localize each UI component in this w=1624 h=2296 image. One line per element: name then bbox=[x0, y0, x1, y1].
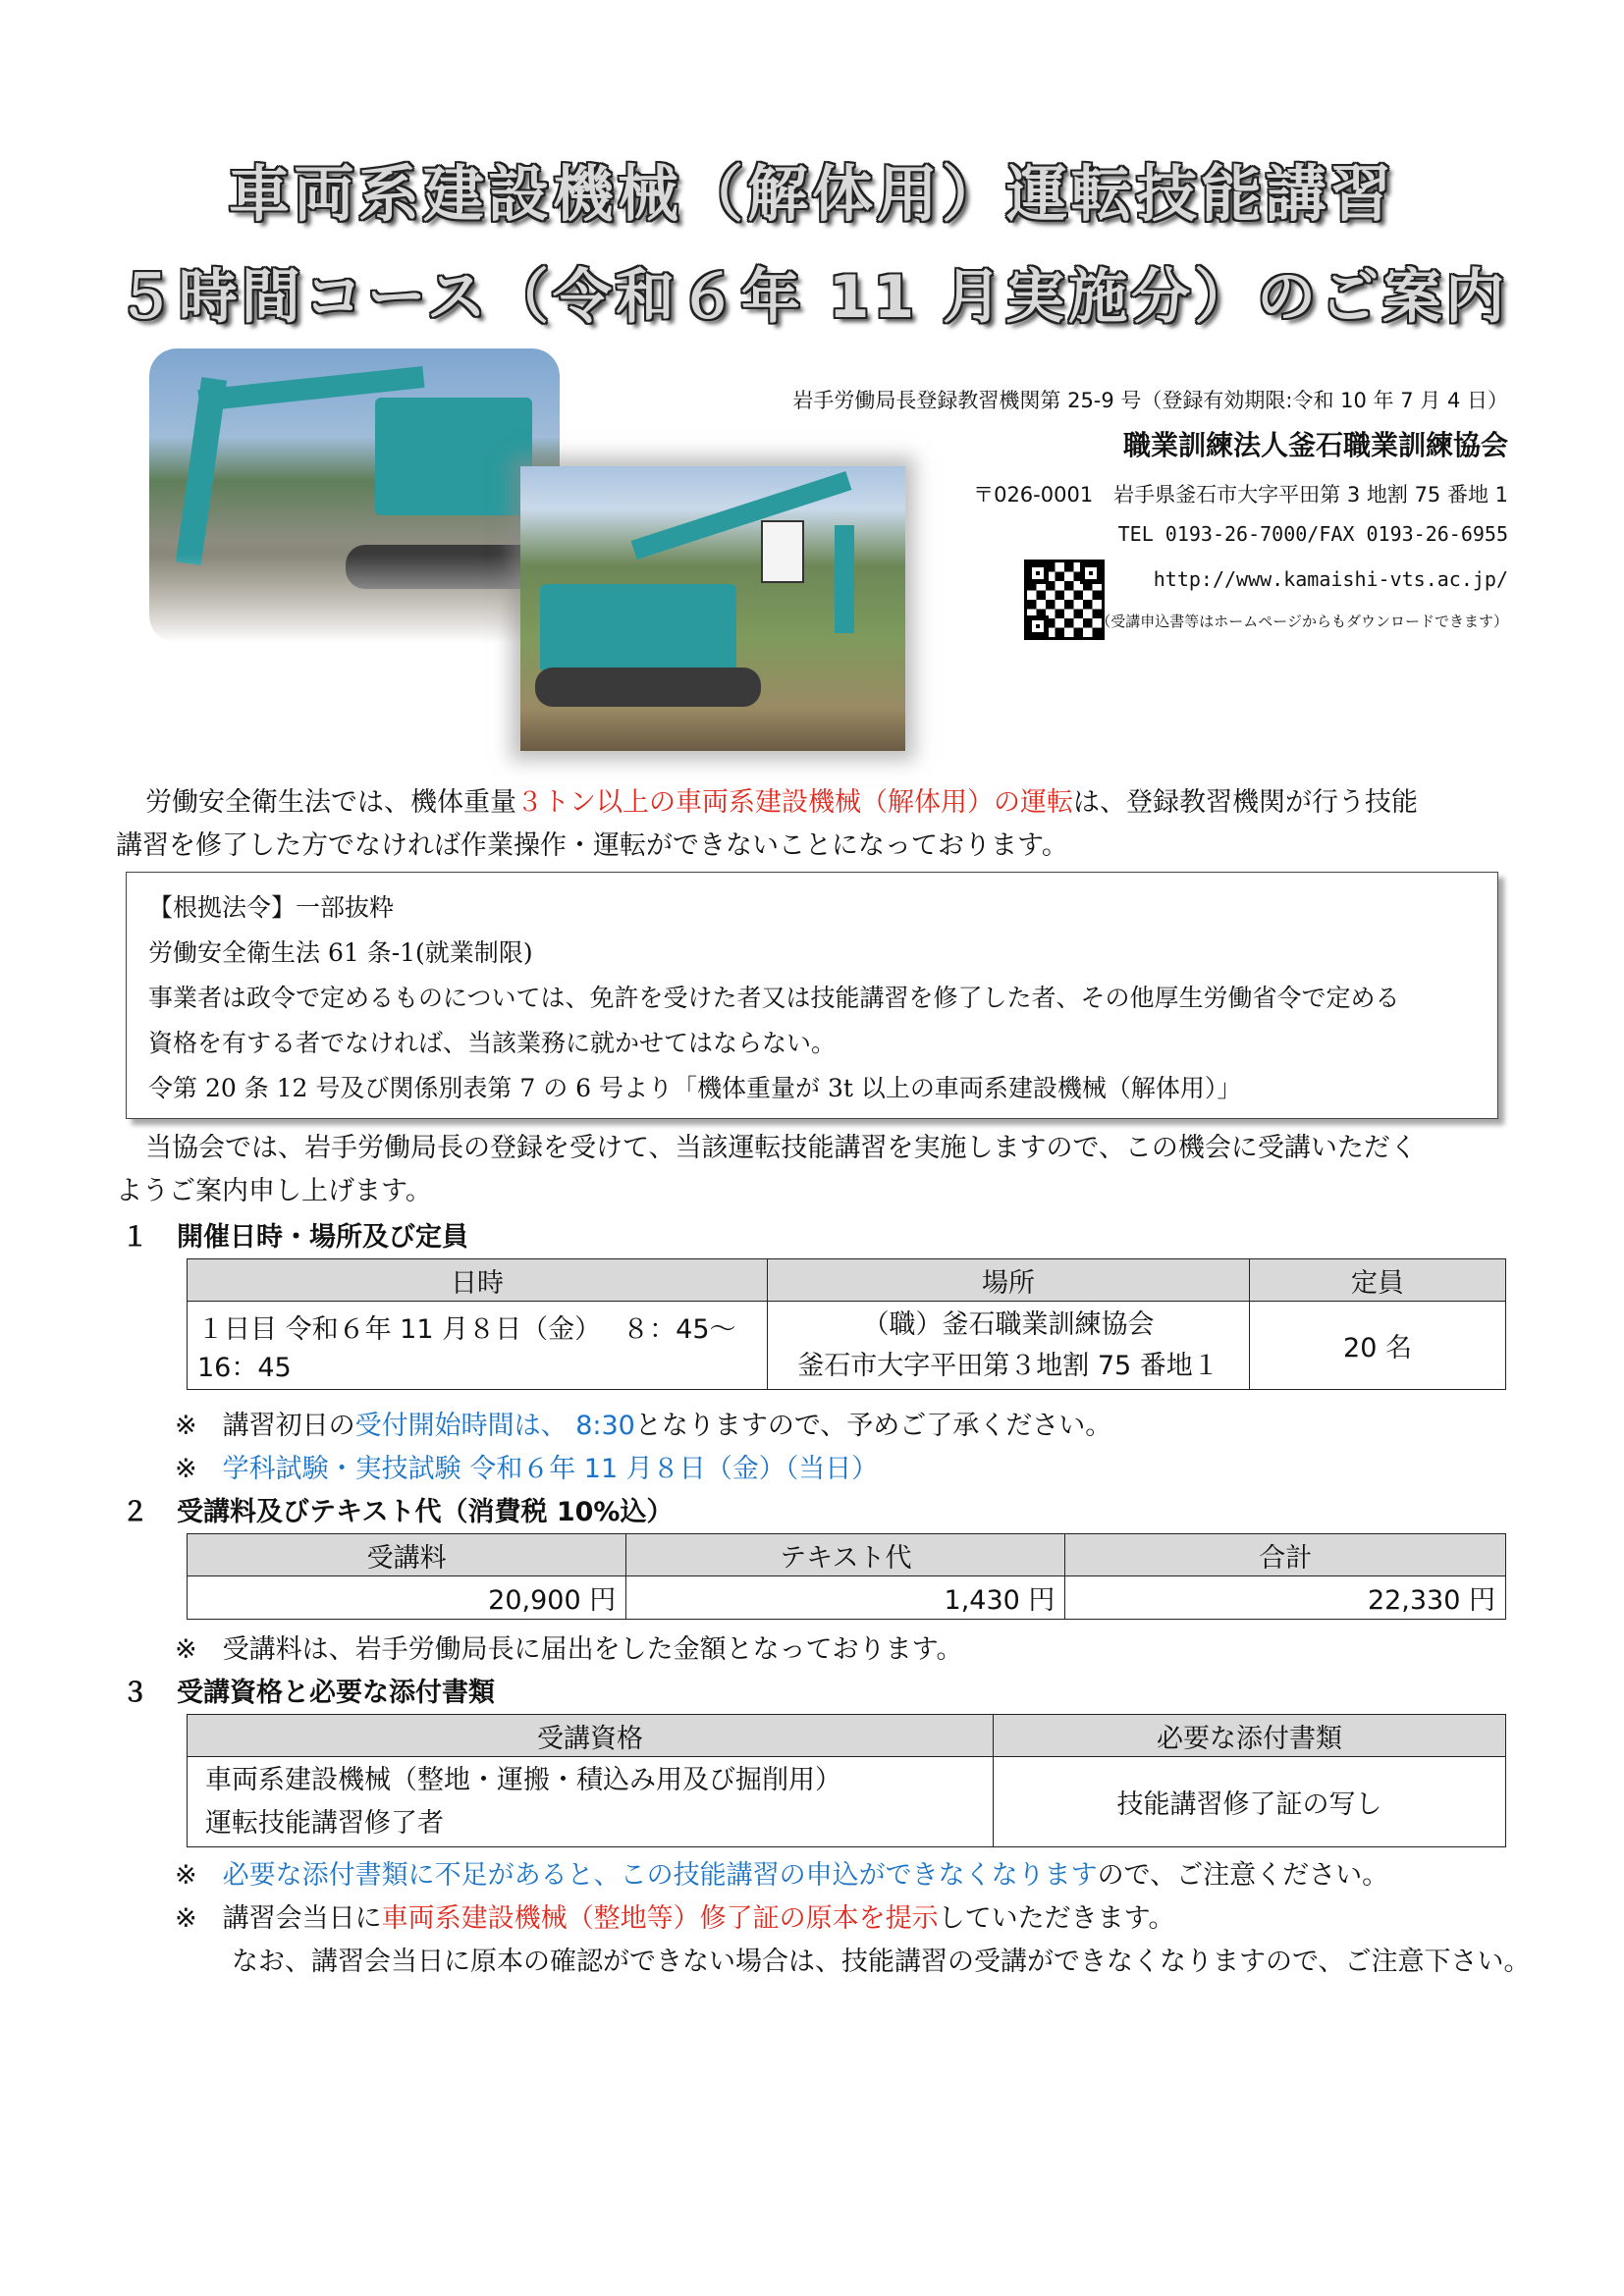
page-title: 車両系建設機械（解体用）運転技能講習 bbox=[228, 158, 1395, 230]
section-3-note-1: ※ 必要な添付書類に不足があると、この技能講習の申込ができなくなりますので、ご注意ください。 bbox=[175, 1860, 1389, 1891]
law-text-2: 資格を有する者でなければ、当該業務に就かせてはならない。 bbox=[148, 1029, 837, 1057]
section-2-heading: ２ 受講料及びテキスト代（消費税 10%込） bbox=[122, 1497, 674, 1527]
cell-total: 22,330 円 bbox=[1065, 1576, 1506, 1620]
section-1-heading: １ 開催日時・場所及び定員 bbox=[122, 1222, 468, 1253]
excavator-photo-2 bbox=[520, 466, 905, 751]
cell-place: （職）釜石職業訓練協会 釜石市大字平田第３地割 75 番地１ bbox=[768, 1302, 1250, 1390]
section-1-note-1: ※ 講習初日の受付開始時間は、 8:30となりますので、予めご了承ください。 bbox=[175, 1411, 1112, 1441]
qr-code-icon[interactable] bbox=[1024, 560, 1105, 640]
header-text-fee: テキスト代 bbox=[626, 1534, 1065, 1576]
intro-paragraph: 労働安全衛生法では、機体重量３トン以上の車両系建設機械（解体用）の運転は、登録教習機関が行う技能 講習を修了した方でなければ作業操作・運転ができないことになっております。 bbox=[116, 787, 1418, 861]
header-total: 合計 bbox=[1065, 1534, 1506, 1576]
law-text-3: 令第 20 条 12 号及び関係別表第 7 の 6 号より「機体重量が 3t 以上の車両系建設機械（解体用）」 bbox=[148, 1074, 1242, 1102]
cell-fee: 20,900 円 bbox=[188, 1576, 626, 1620]
schedule-table bbox=[187, 1258, 1506, 1390]
download-note: （受講申込書等はホームページからもダウンロードできます） bbox=[1096, 613, 1508, 630]
tel-fax: TEL 0193-26-7000/FAX 0193-26-6955 bbox=[1117, 522, 1508, 546]
address: 〒026-0001 岩手県釜石市大字平田第 3 地割 75 番地 1 bbox=[973, 483, 1508, 507]
excavator-photo-1 bbox=[149, 348, 560, 643]
intro-highlight: ３トン以上の車両系建設機械（解体用）の運転 bbox=[516, 787, 1073, 818]
qualification-table bbox=[187, 1714, 1506, 1847]
section-3-heading: ３ 受講資格と必要な添付書類 bbox=[122, 1678, 495, 1708]
law-text-1: 事業者は政令で定めるものについては、免許を受けた者又は技能講習を修了した者、その他厚生労働省令で定める bbox=[148, 984, 1400, 1012]
fee-table bbox=[187, 1533, 1506, 1620]
cell-qualification: 車両系建設機械（整地・運搬・積込み用及び掘削用） 運転技能講習修了者 bbox=[188, 1757, 994, 1847]
header-fee: 受講料 bbox=[188, 1534, 626, 1576]
header-qualification: 受講資格 bbox=[188, 1715, 994, 1757]
law-heading: 【根拠法令】一部抜粋 bbox=[148, 893, 395, 922]
page-subtitle: ５時間コース（令和６年 11 月実施分）のご案内 bbox=[115, 263, 1509, 332]
organization-name: 職業訓練法人釜石職業訓練協会 bbox=[1122, 429, 1508, 461]
header-place: 場所 bbox=[768, 1259, 1250, 1302]
section-3-note-2: ※ 講習会当日に車両系建設機械（整地等）修了証の原本を提示していただきます。 bbox=[175, 1903, 1175, 1934]
header-capacity: 定員 bbox=[1250, 1259, 1506, 1302]
header-documents: 必要な添付書類 bbox=[994, 1715, 1506, 1757]
cell-datetime: １日目 令和６年 11 月８日（金） ８：45～16：45 bbox=[188, 1302, 768, 1390]
section-3-note-3: なお、講習会当日に原本の確認ができない場合は、技能講習の受講ができなくなりますので、ご注意下さい。 bbox=[232, 1947, 1531, 1977]
cell-documents: 技能講習修了証の写し bbox=[994, 1757, 1506, 1847]
law-excerpt-box bbox=[126, 872, 1498, 1119]
header-datetime: 日時 bbox=[188, 1259, 768, 1302]
announcement-paragraph: 当協会では、岩手労働局長の登録を受けて、当該運転技能講習を実施しますので、この機会に受講いただく ようご案内申し上げます。 bbox=[116, 1133, 1417, 1206]
website-link[interactable]: http://www.kamaishi-vts.ac.jp/ bbox=[1153, 567, 1508, 591]
section-2-note: ※ 受講料は、岩手労働局長に届出をした金額となっております。 bbox=[175, 1634, 963, 1665]
cell-capacity: 20 名 bbox=[1250, 1302, 1506, 1390]
section-1-note-2: ※ 学科試験・実技試験 令和６年 11 月８日（金）（当日） bbox=[175, 1454, 879, 1484]
cell-text-fee: 1,430 円 bbox=[626, 1576, 1065, 1620]
law-article: 労働安全衛生法 61 条-1(就業制限) bbox=[148, 938, 533, 967]
registration-info: 岩手労働局長登録教習機関第 25-9 号（登録有効期限:令和 10 年 7 月 4 日） bbox=[792, 389, 1508, 412]
